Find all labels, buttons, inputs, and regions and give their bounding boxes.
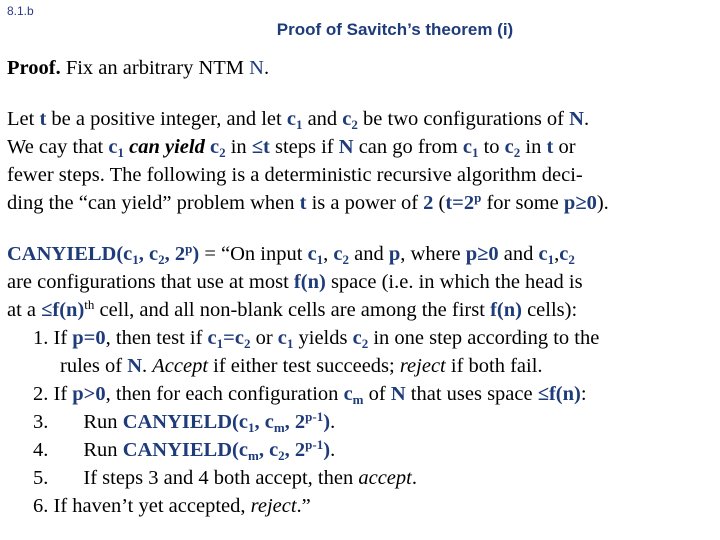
algo-line-2: are configurations that use at most f(n) space (i.e. in which the head is [7, 271, 583, 293]
algo-line-1: $CANYIELD(c_1$, $c_2$, $2^p$) = “On input $c_1$, $c_2$ and p, where p≥0 and $c_1,c_2$ [7, 241, 575, 267]
para1-line-2: We cay that $c_1$ can yield $c_2$ in ≤t steps if N can go from $c_1$ to $c_2$ in t or [7, 136, 576, 160]
para1-line-3: fewer steps. The following is a deterministic recursive algorithm deci- [7, 164, 583, 186]
algo-step-5: 5. If steps 3 and 4 both accept, then accept. [33, 467, 417, 489]
proof-text: Fix an arbitrary NTM [65, 57, 245, 79]
definition-paragraph [7, 105, 713, 217]
algo-step-2: 2. If p>0, then for each configuration $c_m$ of N that uses space ≤f(n): [33, 383, 587, 407]
algo-step-4: 4. Run $CANYIELD(c_m$, $c_2$, 2$^{p-1}$). [33, 437, 336, 463]
proof-end: . [263, 57, 270, 79]
slide-number: 8.1.b [7, 4, 34, 18]
para1-line-4: ding the “can yield” problem when t is a power of 2 ($t=2^p$ for some p≥0). [7, 190, 609, 214]
proof-machine: N [249, 57, 264, 79]
proof-label: Proof. [7, 57, 61, 79]
para1-line-1: Let t be a positive integer, and let $c_1$ and $c_2$ be two configurations of N. [7, 108, 590, 132]
slide-title: Proof of Savitch’s theorem (i) [276, 20, 514, 39]
algo-step-6: 6. If haven’t yet accepted, reject.” [33, 495, 311, 517]
algo-step-1: 1. If p=0, then test if $c_1=c_2$ or $c_1$ yields $c_2$ in one step according to the [33, 327, 600, 351]
algo-line-3: at $a \le f(n)^{th}$ cell, and all non-blank cells are among the first f(n) cells): [7, 297, 578, 321]
algo-step-3: 3. Run $CANYIELD(c_1$, $c_m$, 2$^{p-1}$). [33, 409, 336, 435]
algo-step-1-cont: rules of N. Accept if either test succeeds; reject if both fail. [60, 355, 543, 377]
algorithm [7, 240, 713, 520]
proof-line [7, 54, 713, 82]
slide-body [7, 54, 713, 520]
